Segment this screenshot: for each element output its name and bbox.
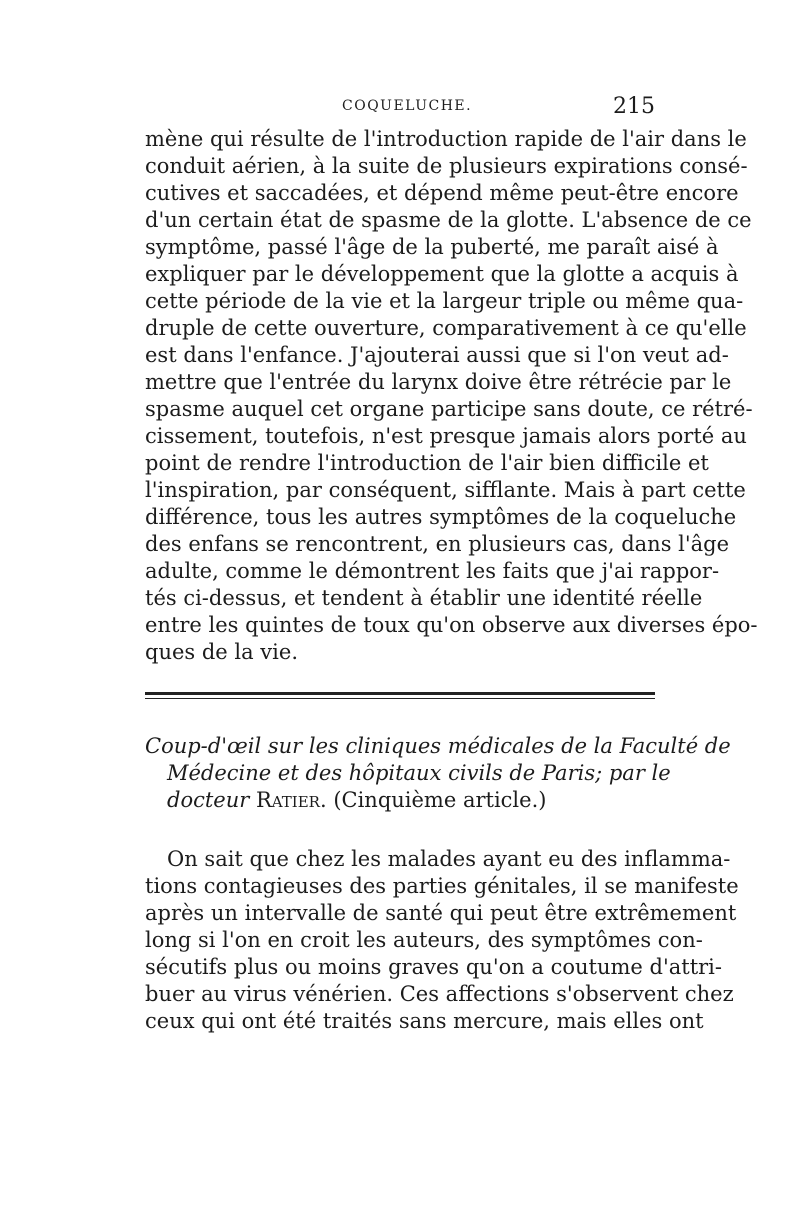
text-line: symptôme, passé l'âge de la puberté, me paraît aisé à bbox=[145, 235, 719, 259]
article-title-suffix: . (Cinquième article.) bbox=[319, 788, 547, 812]
text-line: différence, tous les autres symptômes de la coqueluche bbox=[145, 505, 737, 529]
text-line: sécutifs plus ou moins graves qu'on a coutume d'attri- bbox=[145, 955, 722, 979]
text-line: entre les quintes de toux qu'on observe aux diverses épo- bbox=[145, 613, 758, 637]
article-author: Ratier bbox=[255, 788, 320, 812]
text-line: tés ci-dessus, et tendent à établir une identité réelle bbox=[145, 586, 703, 610]
text-line: cette période de la vie et la largeur triple ou même qua- bbox=[145, 289, 744, 313]
text-line: des enfans se rencontrent, en plusieurs cas, dans l'âge bbox=[145, 532, 730, 556]
text-line: spasme auquel cet organe participe sans doute, ce rétré- bbox=[145, 397, 753, 421]
text-line: tions contagieuses des parties génitales, il se manifeste bbox=[145, 874, 739, 898]
text-line: après un intervalle de santé qui peut être extrêmement bbox=[145, 901, 737, 925]
article-title bbox=[145, 733, 731, 814]
text-line: conduit aérien, à la suite de plusieurs expirations consé- bbox=[145, 154, 748, 178]
text-line: ques de la vie. bbox=[145, 640, 298, 664]
body-text bbox=[145, 126, 758, 666]
section-divider bbox=[145, 688, 655, 708]
article-title-line bbox=[145, 787, 655, 814]
text-line: cutives et saccadées, et dépend même peut-être encore bbox=[145, 181, 739, 205]
text-line: l'inspiration, par conséquent, sifflante. Mais à part cette bbox=[145, 478, 746, 502]
article-title-docteur: docteur bbox=[167, 788, 250, 812]
divider-thick-rule bbox=[145, 692, 655, 695]
text-line: cissement, toutefois, n'est presque jamais alors porté au bbox=[145, 424, 747, 448]
article-title-line: Coup-d'œil sur les cliniques médicales de la Faculté de bbox=[145, 734, 731, 758]
text-line: mène qui résulte de l'introduction rapide de l'air dans le bbox=[145, 127, 747, 151]
page-number: 215 bbox=[613, 94, 655, 119]
text-line: adulte, comme le démontrent les faits que j'ai rappor- bbox=[145, 559, 720, 583]
running-head-title: COQUELUCHE. bbox=[342, 98, 473, 114]
text-line: est dans l'enfance. J'ajouterai aussi que si l'on veut ad- bbox=[145, 343, 729, 367]
running-head bbox=[145, 94, 655, 128]
text-line: On sait que chez les malades ayant eu des inflamma- bbox=[167, 847, 731, 871]
text-line: d'un certain état de spasme de la glotte. L'absence de ce bbox=[145, 208, 752, 232]
text-line: mettre que l'entrée du larynx doive être rétrécie par le bbox=[145, 370, 732, 394]
text-line: point de rendre l'introduction de l'air bien difficile et bbox=[145, 451, 709, 475]
text-line: expliquer par le développement que la glotte a acquis à bbox=[145, 262, 739, 286]
article-title-line: Médecine et des hôpitaux civils de Paris; par le bbox=[167, 761, 671, 785]
divider-thin-rule bbox=[145, 698, 655, 699]
text-line: long si l'on en croit les auteurs, des symptômes con- bbox=[145, 928, 703, 952]
text-line: druple de cette ouverture, comparativement à ce qu'elle bbox=[145, 316, 747, 340]
text-line: ceux qui ont été traités sans mercure, mais elles ont bbox=[145, 1009, 704, 1033]
article-body bbox=[145, 846, 739, 1035]
text-line: buer au virus vénérien. Ces affections s'observent chez bbox=[145, 982, 734, 1006]
